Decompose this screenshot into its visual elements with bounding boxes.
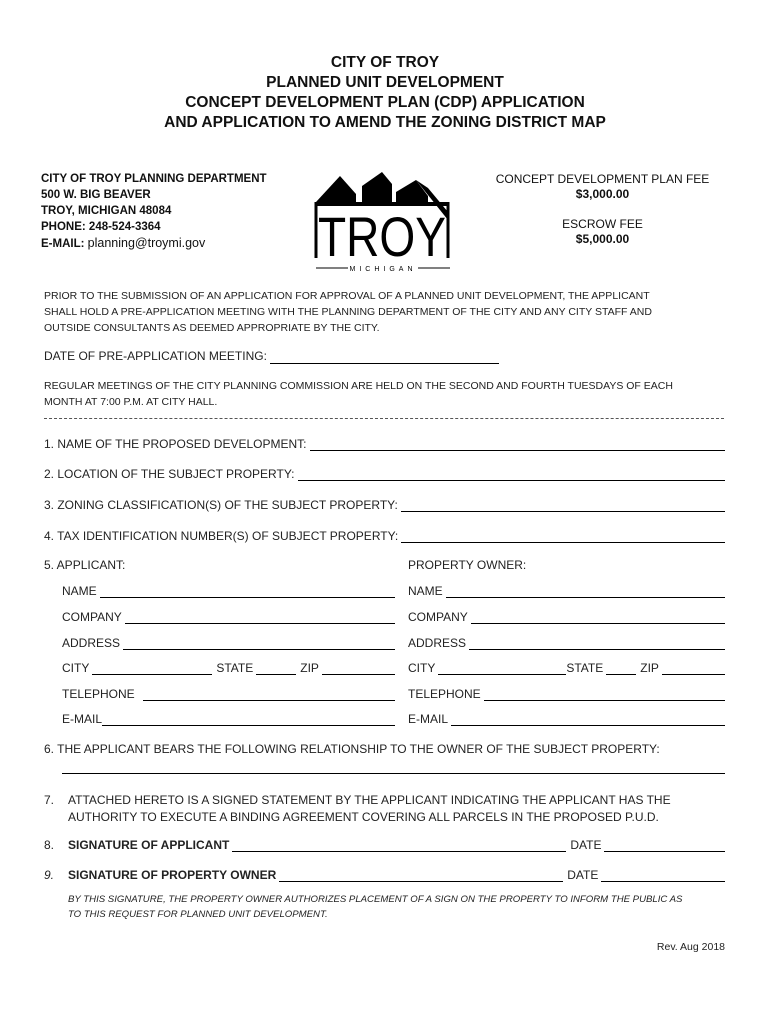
- owner-address-row: [408, 636, 725, 650]
- note-line-1: BY THIS SIGNATURE, THE PROPERTY OWNER AUTHORIZES PLACEMENT OF A SIGN ON THE PROPERTY TO INFORM THE PUBLIC AS: [68, 894, 683, 905]
- title-line-4: AND APPLICATION TO AMEND THE ZONING DISTRICT MAP: [164, 114, 606, 131]
- applicant-telephone-row: [62, 687, 395, 701]
- owner-address-field[interactable]: [469, 648, 725, 650]
- owner-telephone-label: TELEPHONE: [408, 687, 481, 701]
- escrow-fee-label: ESCROW FEE: [562, 217, 643, 231]
- question-3-label: 3. ZONING CLASSIFICATION(S) OF THE SUBJECT PROPERTY:: [44, 498, 398, 512]
- question-6-label: 6. THE APPLICANT BEARS THE FOLLOWING RELATIONSHIP TO THE OWNER OF THE SUBJECT PROPERTY:: [44, 742, 660, 756]
- meetings-line-2: MONTH AT 7:00 P.M. AT CITY HALL.: [44, 396, 218, 408]
- owner-email-label: E-MAIL: [408, 712, 449, 726]
- applicant-email-label: E-MAIL: [62, 712, 103, 726]
- owner-heading-label: PROPERTY OWNER:: [408, 558, 527, 572]
- applicant-city-row: [62, 661, 395, 675]
- question-7-line-1: ATTACHED HERETO IS A SIGNED STATEMENT BY THE APPLICANT INDICATING THE APPLICANT HAS THE: [68, 793, 671, 807]
- department-name: CITY OF TROY PLANNING DEPARTMENT: [41, 173, 267, 185]
- logo-word: TROY: [318, 205, 446, 268]
- owner-state-field[interactable]: [606, 673, 636, 675]
- owner-name-row: [408, 584, 725, 598]
- tax-id-field[interactable]: [401, 541, 725, 543]
- question-1-row: [44, 437, 725, 451]
- question-8-number: 8.: [44, 838, 55, 852]
- question-9-number: 9.: [44, 868, 55, 882]
- property-location-field[interactable]: [298, 479, 726, 481]
- dashed-divider: [44, 418, 724, 419]
- pre-application-date-field[interactable]: [270, 362, 499, 364]
- owner-signature-label: SIGNATURE OF PROPERTY OWNER: [68, 868, 277, 882]
- applicant-name-field[interactable]: [100, 596, 395, 598]
- note-line-2: TO THIS REQUEST FOR PLANNED UNIT DEVELOPMENT.: [68, 909, 328, 920]
- owner-name-label: NAME: [408, 584, 443, 598]
- owner-name-field[interactable]: [446, 596, 725, 598]
- intro-line-1: PRIOR TO THE SUBMISSION OF AN APPLICATION FOR APPROVAL OF A PLANNED UNIT DEVELOPMENT, THE APPLICANT: [44, 290, 650, 302]
- troy-logo: [312, 172, 454, 274]
- applicant-city-label: CITY: [62, 661, 90, 675]
- owner-state-label: STATE: [566, 661, 604, 675]
- owner-company-label: COMPANY: [408, 610, 468, 624]
- owner-city-label: CITY: [408, 661, 436, 675]
- owner-address-label: ADDRESS: [408, 636, 467, 650]
- applicant-email-field[interactable]: [102, 724, 395, 726]
- question-7-number: 7.: [44, 793, 55, 807]
- question-3-row: [44, 498, 725, 512]
- email-label: E-MAIL:: [41, 238, 85, 250]
- intro-line-2: SHALL HOLD A PRE-APPLICATION MEETING WITH THE PLANNING DEPARTMENT OF THE CITY AND ANY CITY STAFF AND: [44, 306, 652, 318]
- applicant-state-field[interactable]: [256, 673, 296, 675]
- owner-city-field[interactable]: [438, 673, 566, 675]
- owner-telephone-field[interactable]: [484, 699, 725, 701]
- applicant-date-field[interactable]: [604, 850, 725, 852]
- applicant-state-label: STATE: [216, 661, 254, 675]
- sign-authorization-note: [68, 892, 682, 922]
- escrow-fee-amount: $5,000.00: [575, 232, 630, 246]
- meetings-paragraph: [44, 378, 673, 410]
- owner-date-field[interactable]: [601, 880, 725, 882]
- question-9-row: [44, 868, 725, 882]
- department-email-row: [41, 235, 267, 252]
- applicant-heading-label: 5. APPLICANT:: [44, 558, 126, 572]
- question-7: [44, 792, 54, 809]
- question-6-row: [44, 742, 660, 756]
- question-8-row: [44, 838, 725, 852]
- owner-company-field[interactable]: [471, 622, 725, 624]
- owner-company-row: [408, 610, 725, 624]
- owner-signature-field[interactable]: [279, 880, 563, 882]
- applicant-email-row: [62, 712, 395, 726]
- question-2-row: [44, 467, 725, 481]
- intro-paragraph: [44, 288, 652, 336]
- department-info: [41, 171, 267, 252]
- applicant-signature-label: SIGNATURE OF APPLICANT: [68, 838, 230, 852]
- applicant-signature-field[interactable]: [232, 850, 566, 852]
- intro-line-3: OUTSIDE CONSULTANTS AS DEEMED APPROPRIATE BY THE CITY.: [44, 322, 380, 334]
- department-phone: PHONE: 248-524-3364: [41, 221, 161, 233]
- fees-block: [480, 172, 725, 247]
- applicant-zip-field[interactable]: [322, 673, 395, 675]
- title-line-1: CITY OF TROY: [330, 54, 440, 71]
- question-4-label: 4. TAX IDENTIFICATION NUMBER(S) OF SUBJECT PROPERTY:: [44, 529, 399, 543]
- department-address-1: 500 W. BIG BEAVER: [41, 189, 151, 201]
- applicant-address-field[interactable]: [123, 648, 395, 650]
- pre-application-date-label: DATE OF PRE-APPLICATION MEETING:: [44, 349, 267, 363]
- owner-date-label: DATE: [567, 868, 599, 882]
- pre-application-date-row: [44, 348, 499, 364]
- cdp-fee-amount: $3,000.00: [575, 187, 630, 201]
- title-line-2: PLANNED UNIT DEVELOPMENT: [266, 74, 504, 91]
- owner-email-row: [408, 712, 725, 726]
- applicant-date-label: DATE: [570, 838, 602, 852]
- applicant-company-row: [62, 610, 395, 624]
- revision-date: Rev. Aug 2018: [656, 941, 725, 953]
- applicant-address-label: ADDRESS: [62, 636, 121, 650]
- applicant-company-field[interactable]: [125, 622, 395, 624]
- question-4-row: [44, 529, 725, 543]
- owner-email-field[interactable]: [451, 724, 725, 726]
- owner-zip-label: ZIP: [640, 661, 659, 675]
- owner-zip-field[interactable]: [662, 673, 725, 675]
- zoning-classification-field[interactable]: [401, 510, 725, 512]
- development-name-field[interactable]: [310, 449, 726, 451]
- applicant-heading: [44, 558, 125, 572]
- applicant-telephone-field[interactable]: [143, 699, 395, 701]
- owner-telephone-row: [408, 687, 725, 701]
- relationship-field[interactable]: [62, 773, 725, 774]
- applicant-company-label: COMPANY: [62, 610, 122, 624]
- question-7-line-2: AUTHORITY TO EXECUTE A BINDING AGREEMENT COVERING ALL PARCELS IN THE PROPOSED P.U.D.: [68, 810, 659, 824]
- owner-city-row: [408, 661, 725, 675]
- question-7-text: [68, 792, 671, 826]
- question-2-label: 2. LOCATION OF THE SUBJECT PROPERTY:: [44, 467, 295, 481]
- question-1-label: 1. NAME OF THE PROPOSED DEVELOPMENT:: [44, 437, 307, 451]
- title-line-3: CONCEPT DEVELOPMENT PLAN (CDP) APPLICATION: [185, 94, 585, 111]
- owner-heading: [408, 558, 526, 572]
- applicant-name-label: NAME: [62, 584, 97, 598]
- page-title: [0, 53, 770, 133]
- department-address-2: TROY, MICHIGAN 48084: [41, 205, 172, 217]
- applicant-name-row: [62, 584, 395, 598]
- logo-sub: MICHIGAN: [349, 266, 417, 273]
- applicant-city-field[interactable]: [92, 673, 212, 675]
- cdp-fee-label: CONCEPT DEVELOPMENT PLAN FEE: [495, 172, 710, 186]
- email-link[interactable]: planning@troymi.gov: [87, 236, 206, 250]
- applicant-address-row: [62, 636, 395, 650]
- applicant-telephone-label: TELEPHONE: [62, 687, 135, 701]
- meetings-line-1: REGULAR MEETINGS OF THE CITY PLANNING COMMISSION ARE HELD ON THE SECOND AND FOURTH TUESDAYS OF EACH: [44, 380, 673, 392]
- applicant-zip-label: ZIP: [300, 661, 319, 675]
